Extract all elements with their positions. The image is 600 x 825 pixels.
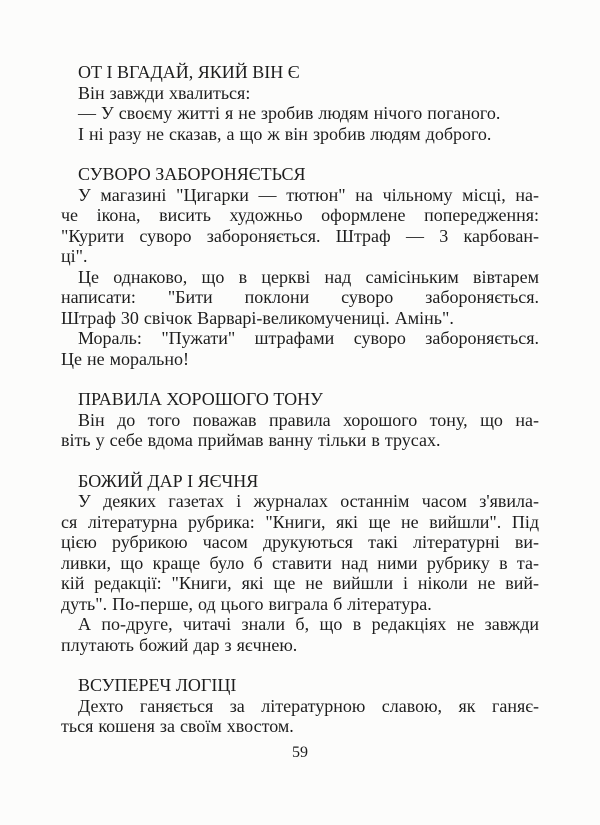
text-line: І ні разу не сказав, а що ж він зробив людям доброго. (78, 123, 492, 144)
section-title: ОТ І ВГАДАЙ, ЯКИЙ ВІН Є (78, 62, 300, 82)
text-line: плутають божий дар з яєчнею. (61, 634, 298, 655)
paragraph (61, 696, 539, 737)
text-line: кій редакції: "Книги, які ще не вийшли і ніколи не вий- (61, 573, 539, 593)
text-line: дуть". По-перше, од цього виграла б література. (61, 593, 432, 614)
text-line: че ікона, висить художньо оформлене попередження: (61, 205, 539, 225)
text-line: Дехто ганяється за літературною славою, як ганяє- (78, 695, 539, 716)
text-line: У магазині "Цигарки — тютюн" на чільному місці, на- (78, 184, 539, 205)
section-title: ВСУПЕРЕЧ ЛОГІЦІ (78, 675, 237, 695)
paragraph (61, 185, 539, 267)
section-2 (61, 164, 539, 369)
text-line: Це однаково, що в церкві над самісіньким вівтарем (78, 266, 539, 287)
text-line: "Курити суворо забороняється. Штраф — 3 карбован- (61, 225, 539, 246)
paragraph (61, 103, 539, 124)
text-line: А по-друге, читачі знали б, що в редакціях не завжди (78, 614, 539, 634)
text-line: віть у себе вдома приймав ванну тільки в трусах. (61, 430, 441, 450)
text-line: ці". (61, 246, 88, 266)
paragraph (61, 328, 539, 369)
section-title: СУВОРО ЗАБОРОНЯЄТЬСЯ (78, 164, 306, 184)
section-3 (61, 389, 539, 451)
text-line: Штраф 30 свічок Варварі-великомучениці. Амінь". (61, 307, 454, 328)
text-line: Мораль: "Пужати" штрафами суворо забороняється. (78, 328, 539, 348)
paragraph (61, 83, 539, 104)
paragraph (61, 267, 539, 329)
section-title: БОЖИЙ ДАР І ЯЄЧНЯ (78, 470, 259, 491)
paragraph (61, 124, 539, 145)
text-block (61, 62, 539, 737)
section-title: ПРАВИЛА ХОРОШОГО ТОНУ (78, 389, 323, 409)
text-line: Він завжди хвалиться: (78, 82, 251, 103)
section-1 (61, 62, 539, 144)
text-line: Він до того поважав правила хорошого тону, що на- (78, 409, 539, 430)
text-line: Це не морально! (61, 348, 189, 369)
text-line: цією рубрикою часом друкуються такі літературні ви- (61, 532, 539, 552)
text-line: ся літературна рубрика: "Книги, які ще не вийшли". Під (61, 511, 539, 532)
text-line: — У своєму житті я не зробив людям нічого поганого. (78, 103, 501, 123)
paragraph (61, 491, 539, 614)
text-line: ливки, що краще було б ставити над ними рубрику в та- (61, 552, 539, 573)
section-4 (61, 471, 539, 656)
paragraph (61, 410, 539, 451)
text-line: ться кошеня за своїм хвостом. (61, 716, 294, 736)
page-number: 59 (292, 744, 308, 761)
paragraph (61, 614, 539, 655)
text-line: У деяких газетах і журналах останнім часом з'явила- (78, 491, 539, 511)
text-line: написати: "Бити поклони суворо забороняється. (61, 287, 539, 307)
section-5 (61, 675, 539, 737)
